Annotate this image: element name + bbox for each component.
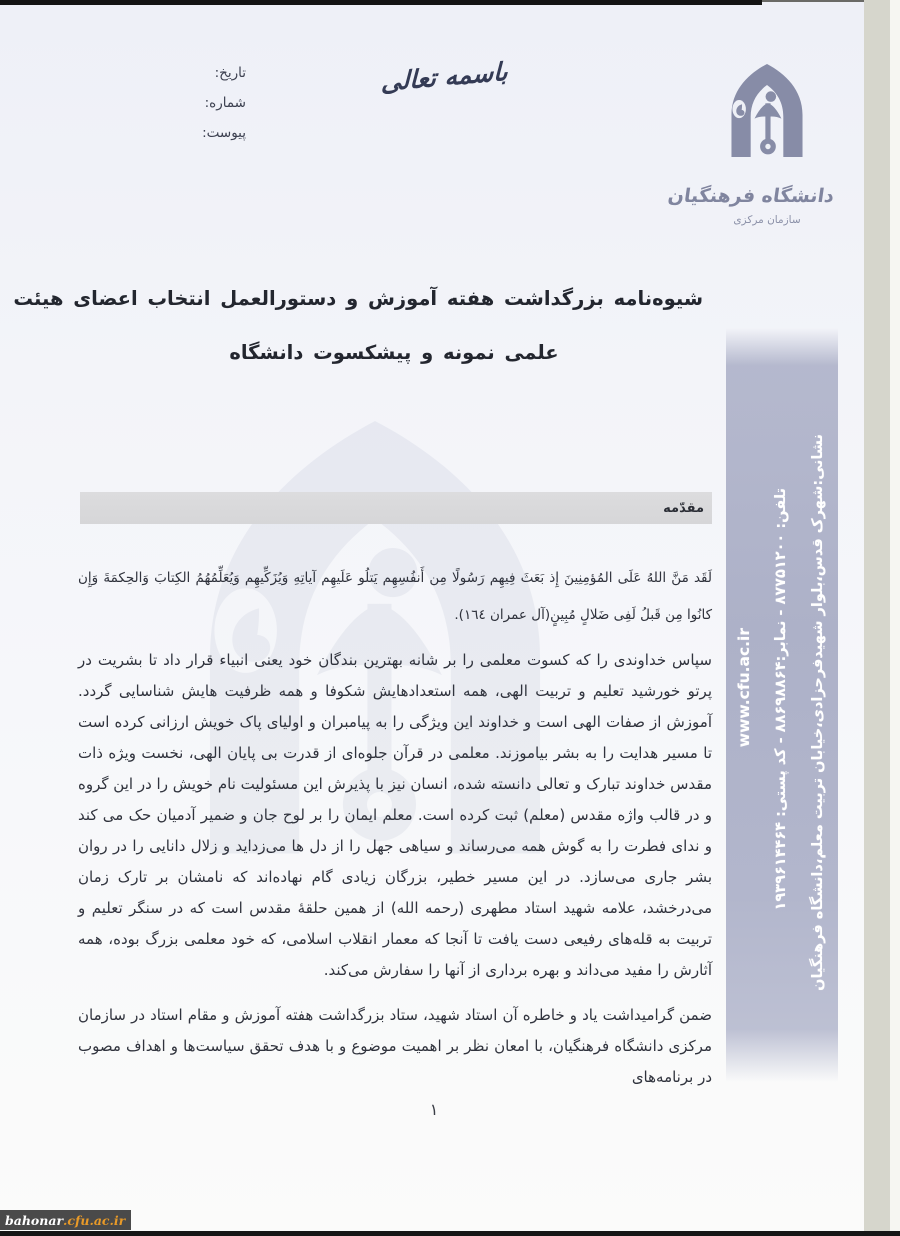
organization-name: سازمان مرکزی [733, 214, 801, 226]
document-title-line1: شیوه‌نامه بزرگداشت هفته آموزش و دستورالعمل انتخاب اعضای هیئت [13, 287, 703, 310]
scan-edge-top [0, 0, 762, 5]
watermark-badge-site: bahonar [5, 1212, 64, 1228]
scanner-background-outer [890, 0, 900, 1236]
attachment-field-label: پیوست: [202, 125, 246, 141]
university-logo-block [666, 62, 836, 226]
body-paragraph-1: سپاس خداوندی را که کسوت معلمی را بر شانه بهترین بندگان خود یعنی انبیاء قرار داد تا بشریت در پرتو خورشید تعلیم و تربیت الهی، همه استعدادهایش شکوفا و همه ظرفیت هایش شناسایی گردد. آموزش از صفات الهی است و خداوند این ویژگی را به پیامبران و اولیای پاک خویش ارزانی کرده است تا مسیر هدایت را به بشر بیاموزند. معلمی در قرآن جلوه‌ای از قدرت بی پایان الهی، نخست ویژه ذات مقدس خداوند تبارک و تعالی دانسته شده، انسان نیز با پذیرش این مسئولیت نام خویش را در این گروه و در قالب واژه مقدس (معلم) ثبت کرده است. معلم ایمان را بر لوح جان و ضمیر آدمیان حک می کند و ندای فطرت را به گوش همه می‌رساند و سیاهی جهل را از دل ها می‌زداید و زلال دانایی را در روان بشر جاری می‌سازد. در این مسیر خطیر، بزرگان زیادی گام نهاده‌اند که نامشان بر تارک زمان می‌درخشد، علامه شهید استاد مطهری (رحمه الله) از همین حلقهٔ مقدس است که در سنگر تعلیم و تربیت به قله‌های رفیعی دست یافت تا آنجا که معمار انقلاب اسلامی، که خود معلمی بزرگ بوده، همه آثارش را مفید می‌داند و بهره برداری از آنها را سفارش می‌کند. [78, 651, 712, 979]
website-url: www.cfu.ac.ir [735, 628, 753, 748]
watermark-badge [0, 1210, 131, 1230]
letterhead-fields [158, 58, 246, 148]
scanner-background-band [864, 0, 890, 1236]
address-line: نشانی:شهرک قدس،بلوار شهیدفرحزادی،خیابان تربیت معلم،دانشگاه فرهنگیان [810, 434, 826, 991]
number-field-label: شماره: [204, 95, 246, 111]
bismillah-calligraphy: باسمه تعالی [380, 56, 509, 97]
university-emblem-icon [719, 62, 815, 183]
intro-section-header [80, 492, 712, 524]
contact-info-rotated-text [726, 328, 838, 1082]
scan-edge-bottom [0, 1231, 900, 1236]
contact-info-strip [726, 328, 838, 1082]
document-title-line2: علمی نمونه و پیشکسوت دانشگاه [229, 341, 559, 364]
university-name: دانشگاه فرهنگیان [666, 185, 836, 207]
watermark-badge-domain: .cfu.ac.ir [63, 1212, 126, 1228]
date-field-label: تاریخ: [214, 65, 246, 81]
document-title [13, 272, 703, 380]
page-number: ١ [429, 1100, 439, 1119]
quran-verse: لَقَد مَنَّ اللهُ عَلَی المُؤمِنِینَ إِذ بَعَثَ فِیهِم رَسُولًا مِن أَنفُسِهِم یَتلُو عَلَیهِم آیاتِهِ وَیُزَکِّیهِم وَیُعَلِّمُهُمُ الکِتابَ وَالحِکمَةَ وَإِن کانُوا مِن قَبلُ لَفِی ضَلالٍ مُبِینٍ(آل عمران ١٦٤). [78, 570, 712, 623]
phone-fax-postal-line: تلفن: ۸۷۷۵۱۲۰۰ - نمابر:۸۸۶۹۸۸۶۴ - کد پستی: ۱۹۳۹۶۱۴۴۶۴ [773, 488, 789, 911]
body-paragraph-2: ضمن گرامیداشت یاد و خاطره آن استاد شهید، ستاد بزرگداشت هفته آموزش و مقام استاد در سازمان مرکزی دانشگاه فرهنگیان، با امعان نظر بر اهمیت موضوع و با هدف تحقق سیاست‌ها و اهداف مصوب در برنامه‌های [78, 1006, 712, 1086]
intro-section-heading: مقدّمه [663, 500, 704, 516]
